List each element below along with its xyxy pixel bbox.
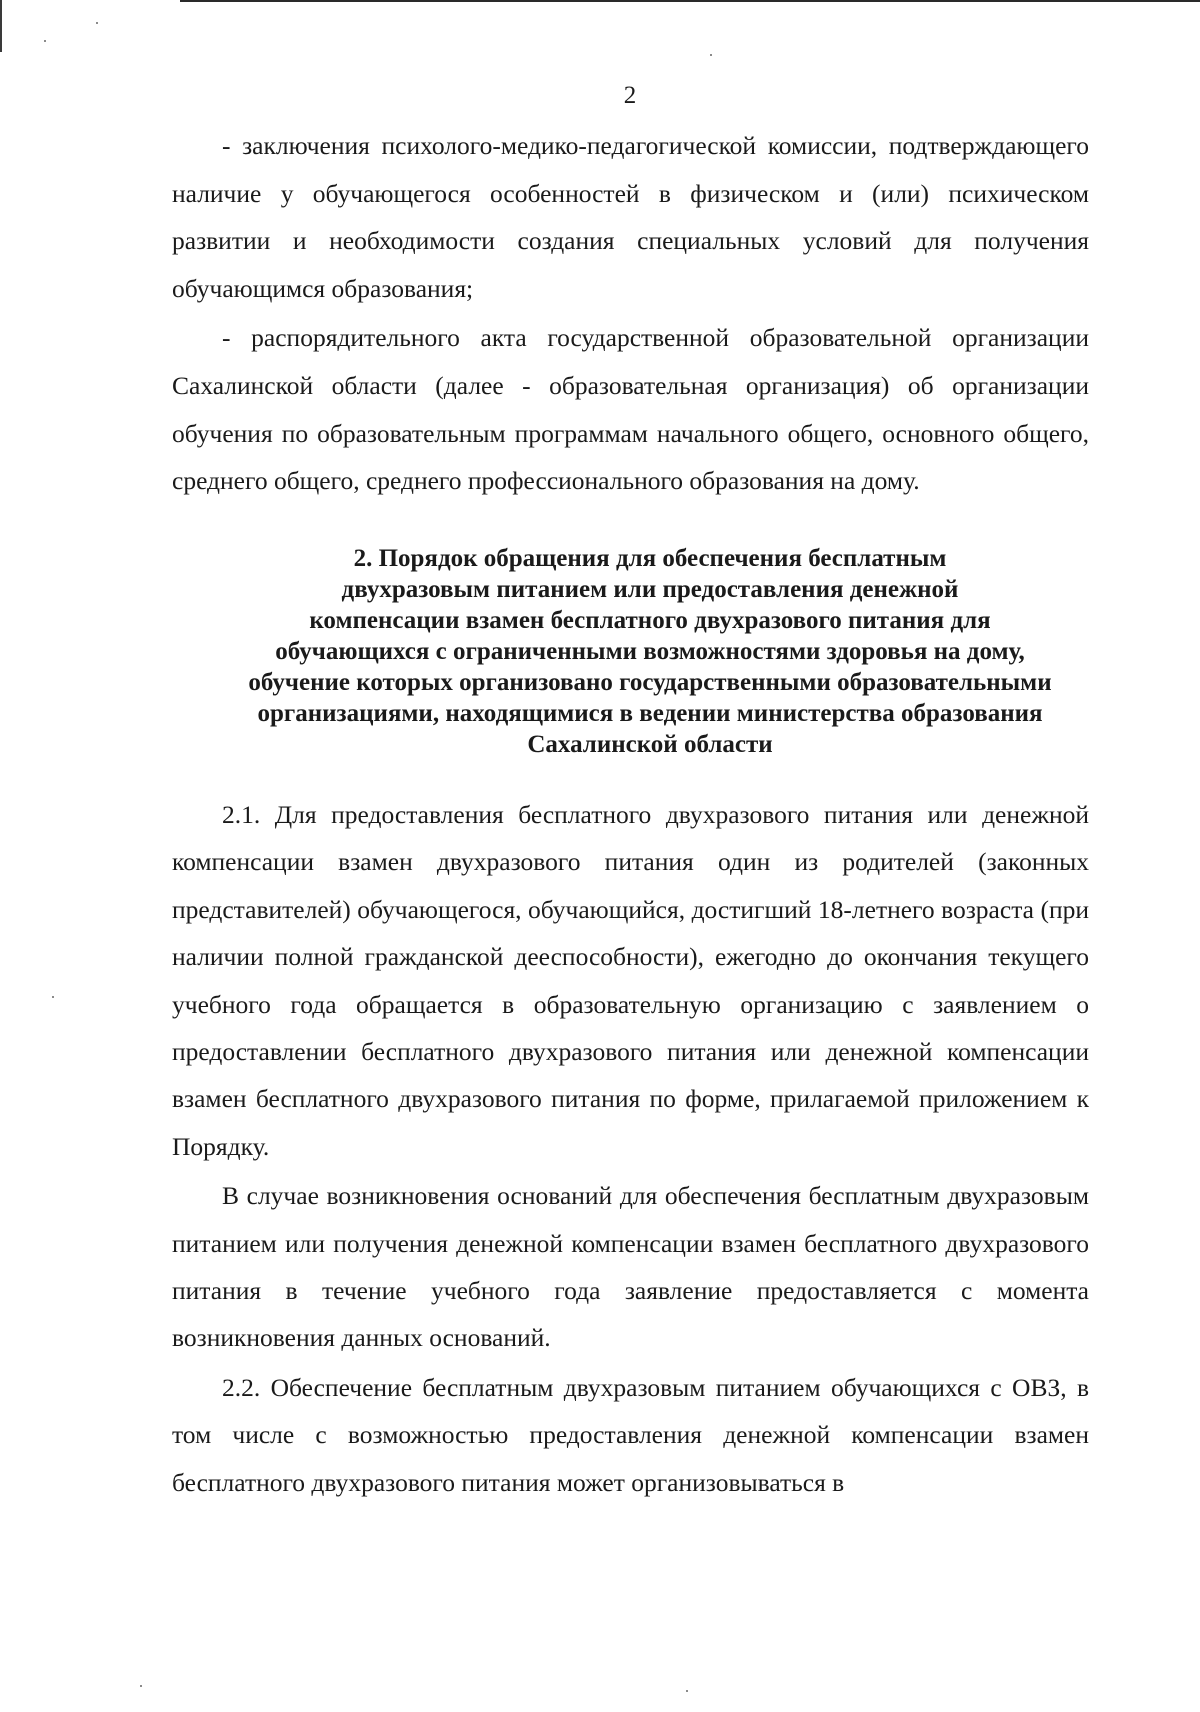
- scan-speck: [96, 22, 98, 24]
- heading-line: Сахалинской области: [527, 731, 773, 758]
- scan-edge-line: [180, 0, 1200, 2]
- heading-line: компенсации взамен бесплатного двухразового питания для: [309, 607, 991, 634]
- scan-speck: [140, 1685, 142, 1687]
- heading-line: 2. Порядок обращения для обеспечения бесплатным: [353, 545, 947, 572]
- scan-speck: [710, 54, 712, 56]
- paragraph: 2.1. Для предоставления бесплатного двухразового питания или денежной компенсации взамен двухразового питания один из родителей (законных представителей) обучающегося, обучающийся, достигший 18-летнего возраста (при наличии полной гражданской дееспособности), ежегодно до окончания текущего учебного года обращается в образовательную организацию с заявлением о предоставлении бесплатного двухразового питания или денежной компенсации взамен бесплатного двухразового питания по форме, прилагаемой приложением к Порядку.: [172, 800, 1089, 1161]
- paragraph: - распорядительного акта государственной образовательной организации Сахалинской области (далее - образовательная организация) об организации обучения по образовательным программам начального общего, основного общего, среднего общего, среднего профессионального образования на дому.: [172, 323, 1089, 496]
- heading-line: обучающихся с ограниченными возможностями здоровья на дому,: [275, 638, 1025, 665]
- scan-speck: [52, 996, 54, 998]
- section-2-body: [172, 791, 1089, 1506]
- heading-line: организациями, находящимися в ведении министерства образования: [257, 700, 1043, 727]
- paragraph: В случае возникновения оснований для обеспечения бесплатным двухразовым питанием или получения денежной компенсации взамен бесплатного двухразового питания в течение учебного года заявление предоставляется с момента возникновения данных оснований.: [172, 1181, 1089, 1353]
- heading-line: двухразовым питанием или предоставления денежной: [341, 576, 959, 603]
- page-number: 2: [623, 82, 637, 109]
- paragraph: - заключения психолого-медико-педагогической комиссии, подтверждающего наличие у обучающегося особенностей в физическом и (или) психическом развитии и необходимости создания специальных условий для получения обучающимся образования;: [172, 131, 1089, 303]
- section-heading: [160, 543, 1140, 760]
- section-1-continuation: [172, 122, 1089, 505]
- heading-line: обучение которых организовано государственными образовательными: [248, 669, 1052, 696]
- scan-speck: [44, 40, 46, 42]
- scan-speck: [686, 1690, 688, 1692]
- paragraph: 2.2. Обеспечение бесплатным двухразовым питанием обучающихся с ОВЗ, в том числе с возможностью предоставления денежной компенсации взамен бесплатного двухразового питания может организовываться в: [172, 1372, 1089, 1497]
- scan-edge-mark: [0, 0, 2, 52]
